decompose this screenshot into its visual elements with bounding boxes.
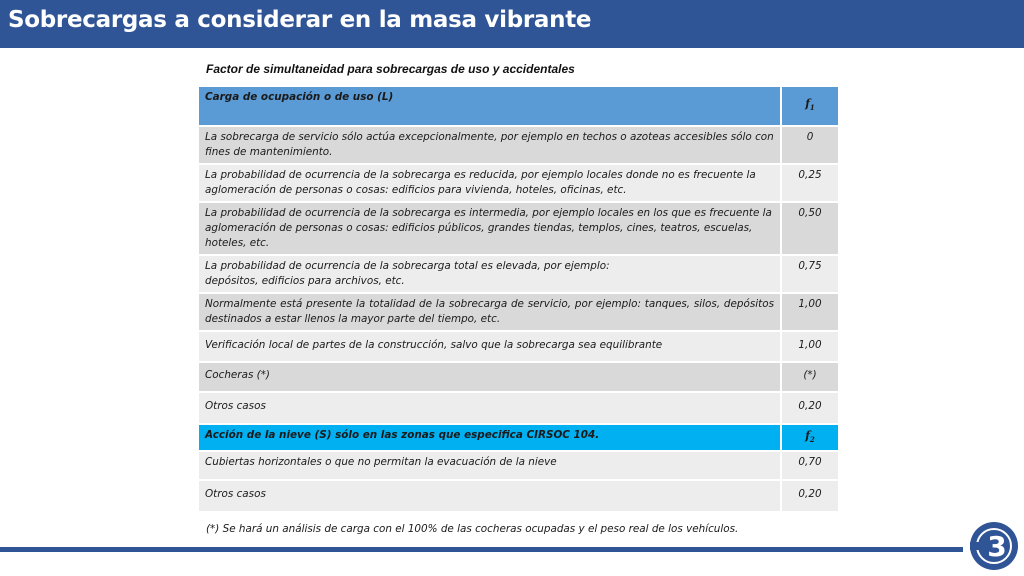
row-description: Cocheras (*)	[199, 362, 781, 392]
title-bar	[0, 0, 1024, 48]
simultaneity-factor-table	[199, 87, 840, 513]
table-section-header-row	[199, 424, 839, 451]
row-description	[199, 255, 781, 293]
row-description: La sobrecarga de servicio sólo actúa excepcionalmente, por ejemplo en techos o azoteas accesibles sólo con fines de mantenimiento.	[199, 126, 781, 164]
section1-factor-header	[781, 87, 839, 126]
row-description: Otros casos	[199, 392, 781, 424]
row-value: 0,75	[781, 255, 839, 293]
row-value: 0	[781, 126, 839, 164]
row-value: 0,20	[781, 480, 839, 512]
table-caption: Factor de simultaneidad para sobrecargas de uso y accidentales	[206, 62, 575, 76]
table-row	[199, 255, 839, 293]
table-row	[199, 392, 839, 424]
row-value: 0,25	[781, 164, 839, 202]
row-description: La probabilidad de ocurrencia de la sobrecarga es reducida, por ejemplo locales donde no es frecuente la aglomeración de personas o cosas: edificios para vivienda, hoteles, oficinas, etc.	[199, 164, 781, 202]
factor-symbol: f	[805, 429, 810, 442]
table-footnote: (*) Se hará un análisis de carga con el 100% de las cocheras ocupadas y el peso real de los vehículos.	[206, 523, 739, 535]
table-row	[199, 480, 839, 512]
factor-subscript: 2	[809, 435, 815, 445]
row-description: Cubiertas horizontales o que no permitan la evacuación de la nieve	[199, 451, 781, 480]
table-row	[199, 451, 839, 480]
factor-symbol: f	[805, 97, 810, 111]
row-value: 0,20	[781, 392, 839, 424]
row-value: 1,00	[781, 331, 839, 362]
section1-header-label: Carga de ocupación o de uso (L)	[199, 87, 781, 126]
table-row	[199, 293, 839, 331]
logo-text: 3	[987, 530, 1007, 563]
brand-logo-icon	[968, 520, 1020, 572]
row-value: (*)	[781, 362, 839, 392]
row-description-line2: depósitos, edificios para archivos, etc.	[205, 275, 405, 287]
bottom-divider	[0, 547, 963, 552]
row-value: 0,70	[781, 451, 839, 480]
slide-title: Sobrecargas a considerar en la masa vibrante	[8, 7, 592, 33]
table-header-row	[199, 87, 839, 126]
table-row	[199, 126, 839, 164]
row-value: 1,00	[781, 293, 839, 331]
row-description: Otros casos	[199, 480, 781, 512]
factor-subscript: 1	[809, 103, 815, 113]
table-row	[199, 164, 839, 202]
table-row	[199, 202, 839, 255]
row-description-line1: La probabilidad de ocurrencia de la sobrecarga total es elevada, por ejemplo:	[205, 260, 610, 272]
table-row	[199, 331, 839, 362]
row-description: Verificación local de partes de la construcción, salvo que la sobrecarga sea equilibrante	[199, 331, 781, 362]
row-value: 0,50	[781, 202, 839, 255]
section2-header-label: Acción de la nieve (S) sólo en las zonas que especifica CIRSOC 104.	[199, 424, 781, 451]
row-description: Normalmente está presente la totalidad de la sobrecarga de servicio, por ejemplo: tanques, silos, depósitos destinados a estar llenos la mayor parte del tiempo, etc.	[199, 293, 781, 331]
row-description: La probabilidad de ocurrencia de la sobrecarga es intermedia, por ejemplo locales en los que es frecuente la aglomeración de personas o cosas: edificios públicos, grandes tiendas, templos, cines, teatros, escuelas, hoteles, etc.	[199, 202, 781, 255]
table-row	[199, 362, 839, 392]
section2-factor-header	[781, 424, 839, 451]
